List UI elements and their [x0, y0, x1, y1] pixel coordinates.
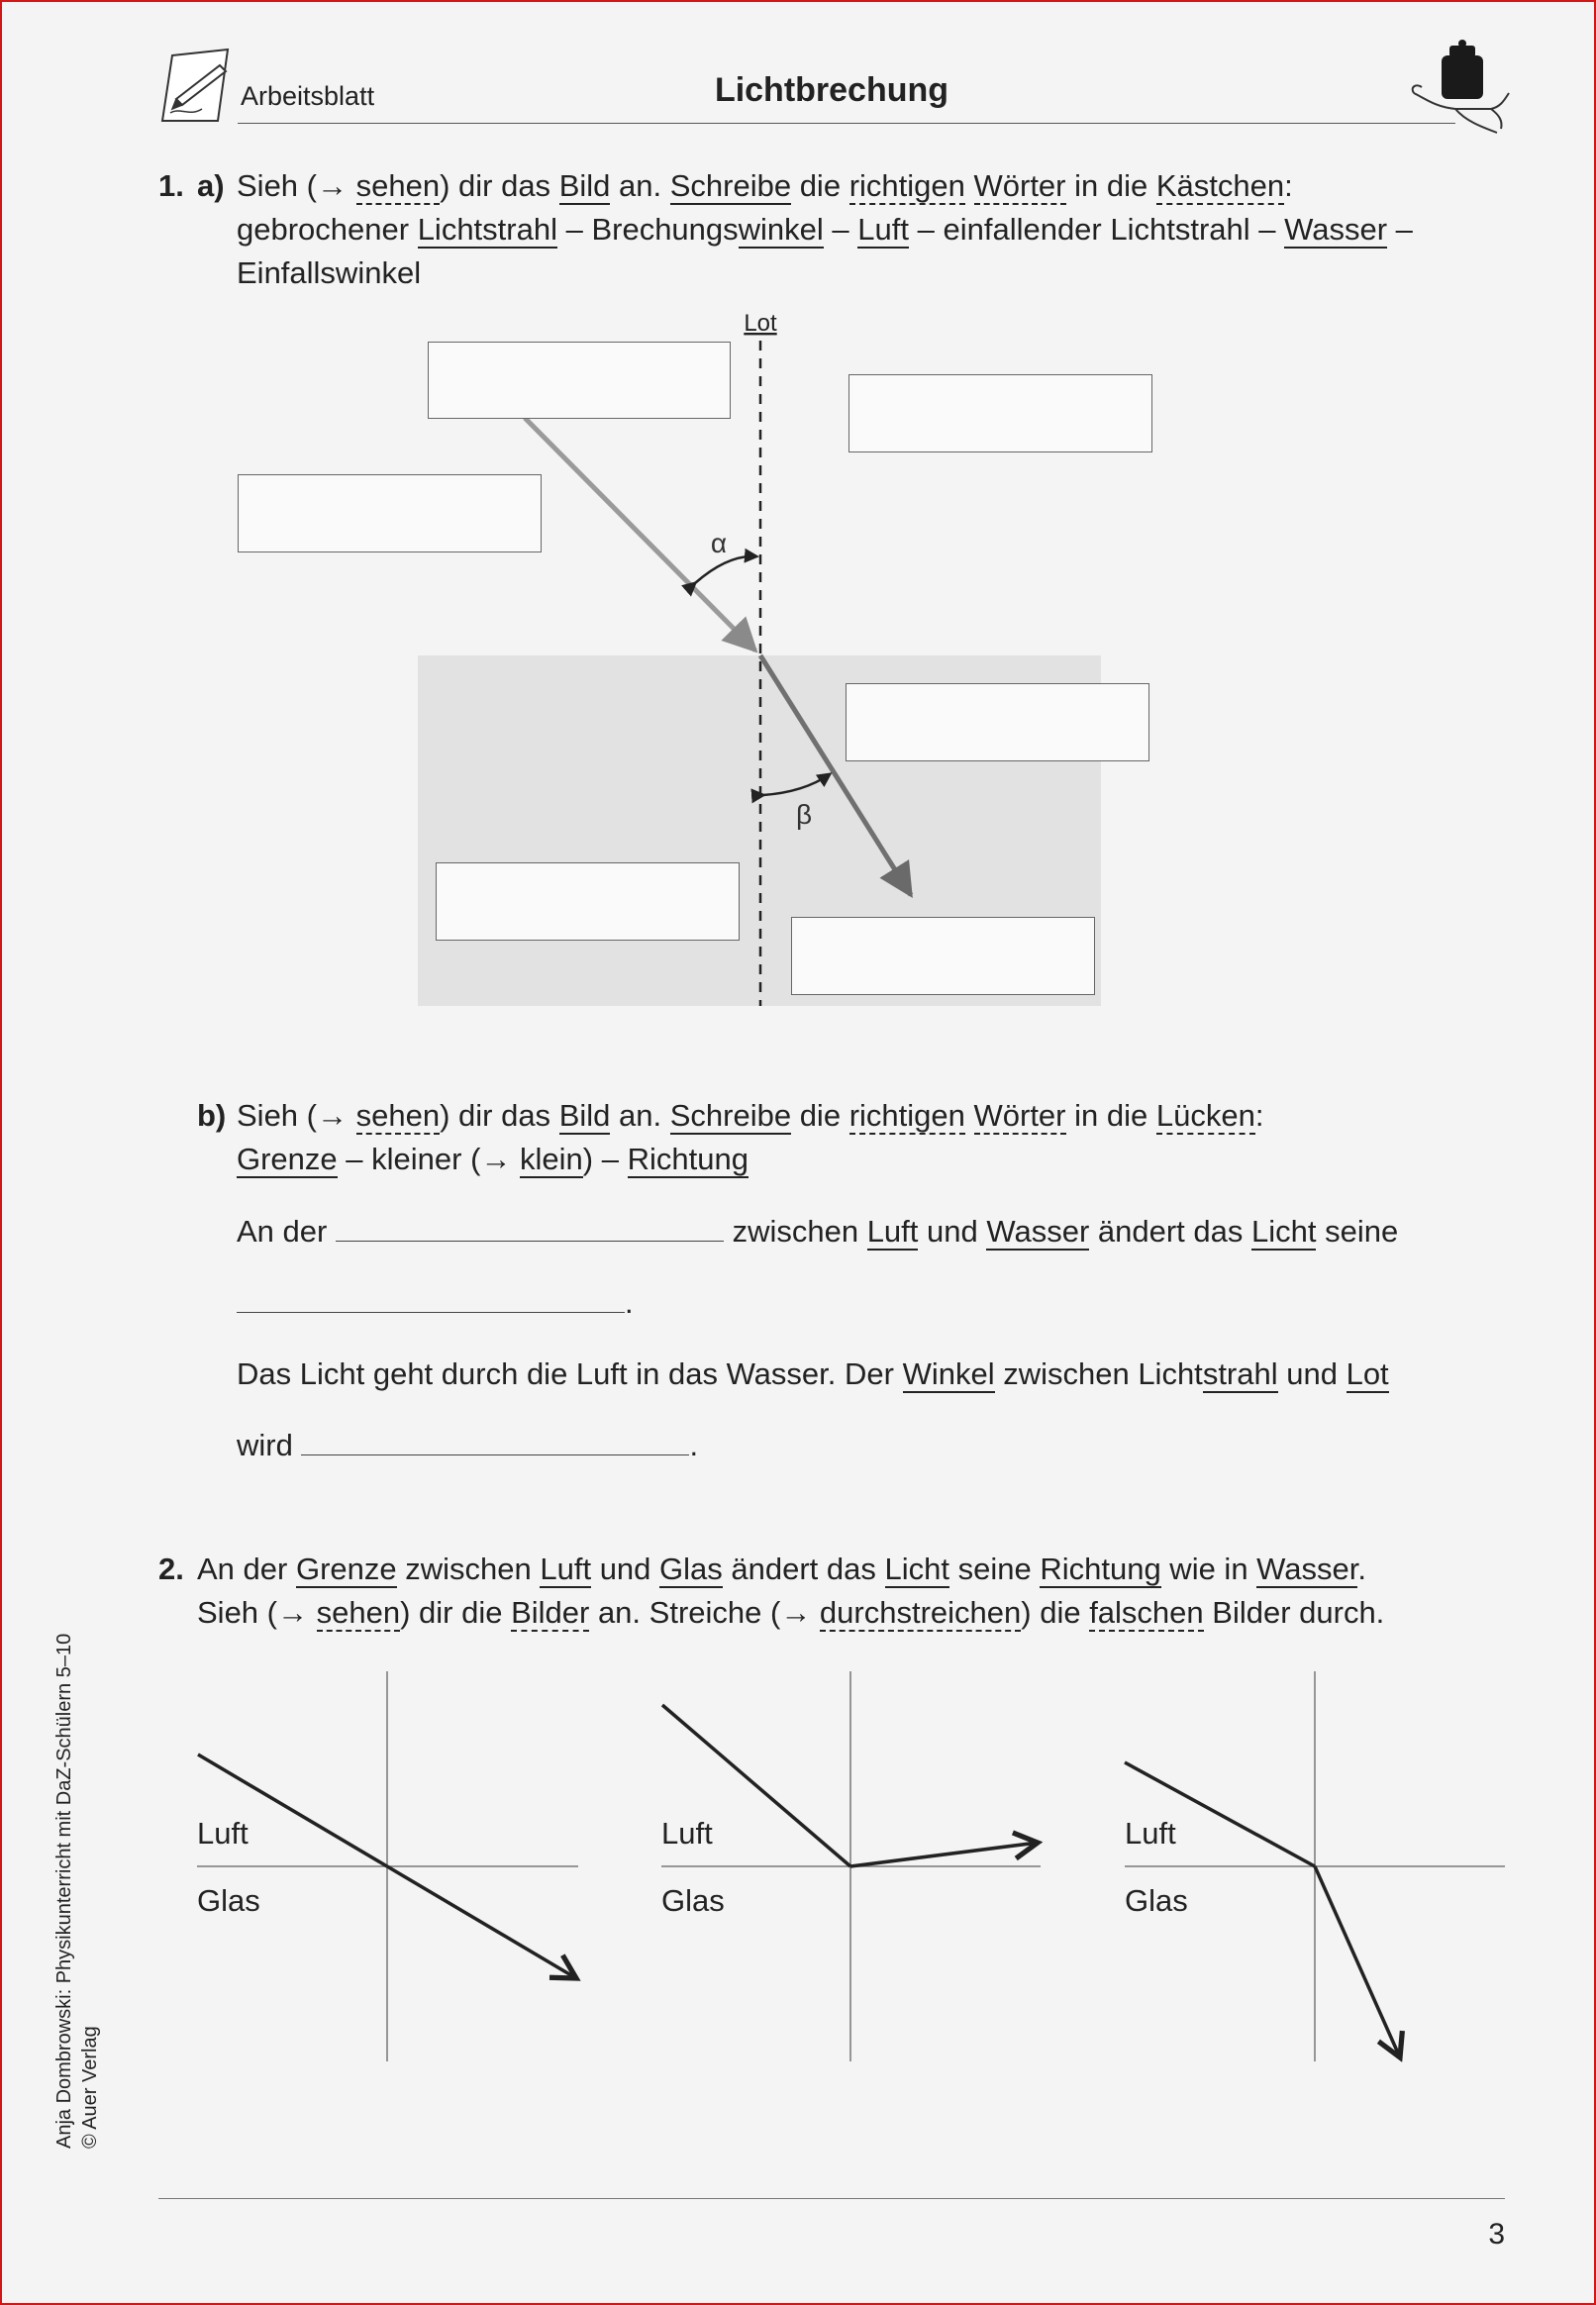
answer-box-incident-ray[interactable]	[428, 342, 731, 419]
answer-box-air[interactable]	[848, 374, 1152, 452]
page-title: Lichtbrechung	[714, 71, 949, 109]
task1b-sentence1: An der zwischen Luft und Wasser ändert das Licht seine	[237, 1210, 1398, 1253]
answer-box-refraction-angle[interactable]	[791, 917, 1095, 995]
task1b-sentence1-end: .	[237, 1281, 634, 1325]
panel-3[interactable]	[1125, 1671, 1505, 2061]
task1b-wordlist: Grenze – kleiner (→ klein) – Richtung	[237, 1142, 748, 1176]
panel-1[interactable]	[197, 1671, 578, 2061]
copyright-credit	[51, 1535, 103, 2149]
panel-3-bottom-label: Glas	[1125, 1883, 1188, 1918]
task1b-instruction-line1: Sieh (→ sehen) dir das Bild an. Schreibe die richtigen Wörter in die Lücken:	[237, 1098, 1264, 1133]
task1a-label: a)	[197, 168, 225, 203]
alpha-symbol: α	[710, 528, 728, 558]
panel-2-top-label: Luft	[661, 1816, 713, 1851]
task1b-label: b)	[197, 1098, 227, 1133]
panel-1-bottom-label: Glas	[197, 1883, 260, 1918]
beta-symbol: β	[795, 799, 813, 830]
answer-box-incidence-angle[interactable]	[238, 474, 542, 552]
blank-gap-2[interactable]	[237, 1282, 625, 1313]
hand-with-weight-icon	[1406, 38, 1515, 137]
task1-number: 1.	[158, 168, 184, 203]
header-rule	[238, 123, 1455, 124]
blank-gap-3[interactable]	[301, 1425, 689, 1455]
task2-line2: Sieh (→ sehen) dir die Bilder an. Streiche (→ durchstreichen) die falschen Bilder durch.	[197, 1595, 1385, 1630]
credit-line-1: Anja Dombrowski: Physikunterricht mit DaZ-Schülern 5–10	[53, 1633, 75, 2149]
task1a-wordlist-end: Einfallswinkel	[237, 255, 422, 290]
page-number: 3	[1488, 2218, 1505, 2251]
task1a-wordlist: gebrochener Lichtstrahl – Brechungswinkel – Luft – einfallender Lichtstrahl – Wasser –	[237, 212, 1413, 247]
blank-gap-1[interactable]	[336, 1211, 724, 1242]
worksheet-label: Arbeitsblatt	[241, 81, 375, 111]
panel-2-bottom-label: Glas	[661, 1883, 725, 1918]
lot-label: Lot	[744, 310, 777, 337]
task2-line1: An der Grenze zwischen Luft und Glas ändert das Licht seine Richtung wie in Wasser.	[197, 1552, 1366, 1586]
angle-alpha-arc	[695, 556, 756, 583]
answer-box-refracted-ray[interactable]	[846, 683, 1149, 761]
refraction-panels	[0, 1663, 1596, 2079]
credit-line-2: © Auer Verlag	[79, 2026, 101, 2149]
task2-number: 2.	[158, 1552, 184, 1586]
answer-box-water[interactable]	[436, 862, 740, 941]
panel-2[interactable]	[661, 1671, 1041, 2061]
panel-1-top-label: Luft	[197, 1816, 249, 1851]
task1b-sentence2: Das Licht geht durch die Luft in das Wasser. Der Winkel zwischen Lichtstrahl und Lot	[237, 1356, 1389, 1391]
panel-3-top-label: Luft	[1125, 1816, 1176, 1851]
task1b-sentence3: wird .	[237, 1424, 698, 1467]
refraction-diagram	[0, 297, 1596, 1020]
task1a-instruction-line1: Sieh (→ sehen) dir das Bild an. Schreibe die richtigen Wörter in die Kästchen:	[237, 168, 1293, 203]
footer-rule	[158, 2198, 1505, 2199]
